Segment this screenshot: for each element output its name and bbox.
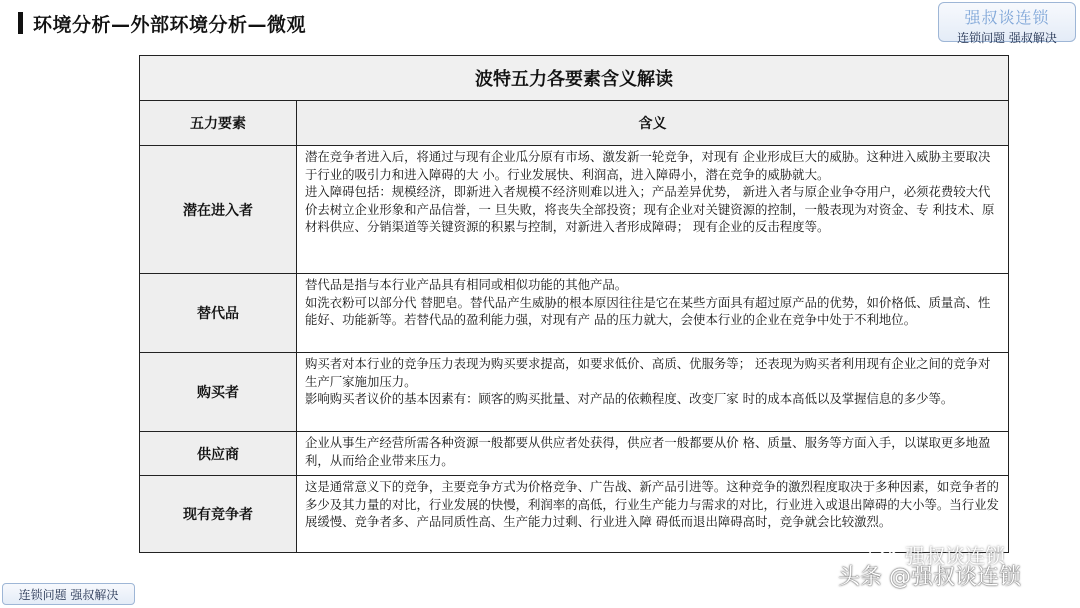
brand-slogan: 连锁问题 强叔解决 [957, 31, 1057, 45]
title-marker [18, 12, 23, 34]
meaning-paragraph: 这是通常意义下的竞争，主要竞争方式为价格竞争、广告战、新产品引进等。这种竞争的激烈程度取决于多种因素，如竞争者的多少及其力量的对比，行业发展的快慢，利润率的高低，行业生产能力与需求的对比，行业进入或退出障碍的大小等。当行业发展缓慢、竞争者多、产品同质性高、生产能力过剩、行业进入障 碍低而退出障碍高时，竞争就会比较激烈。 [305, 479, 999, 529]
table-row [140, 274, 1009, 353]
factor-label: 供应商 [140, 432, 297, 476]
brand-logo-box [938, 2, 1076, 45]
toutiao-watermark: 头条 @强叔谈连锁 [838, 565, 1021, 590]
five-forces-table [139, 55, 1009, 553]
wechat-account-name: 强叔谈连锁 [905, 544, 1005, 568]
factor-label: 现有竞争者 [140, 476, 297, 553]
meaning-text [297, 353, 1009, 432]
meaning-text [297, 476, 1009, 553]
footer-slogan: 连锁问题 强叔解决 [2, 583, 135, 605]
meaning-paragraph: 进入障碍包括：规模经济，即新进入者规模不经济则难以进入；产品差异优势， 新进入者与原企业争夺用户，必须花费较大代价去树立企业形象和产品信誉，一 旦失败，将丧失全部投资；现有企业对关键资源的控制，一般表现为对资金、专 利技术、原材料供应、分销渠道等关键资源的积累与控制，对新进入者形成障碍； 现有企业的反击程度等。 [305, 184, 995, 234]
table-row [140, 476, 1009, 553]
brand-name: 强叔谈连锁 [964, 8, 1050, 27]
meaning-paragraph: 潜在竞争者进入后，将通过与现有企业瓜分原有市场、激发新一轮竞争，对现有 企业形成巨大的威胁。这种进入威胁主要取决于行业的吸引力和进入障碍的大 小。行业发展快、利润高，进入障碍小，潜在竞争的威胁就大。 [305, 149, 991, 182]
table-caption: 波特五力各要素含义解读 [140, 56, 1009, 101]
meaning-text [297, 146, 1009, 274]
table-row [140, 146, 1009, 274]
meaning-paragraph: 影响购买者议价的基本因素有：顾客的购买批量、对产品的依赖程度、改变厂家 时的成本高低以及掌握信息的多少等。 [305, 391, 954, 406]
meaning-paragraph: 如洗衣粉可以部分代 替肥皂。替代品产生威胁的根本原因往往是它在某些方面具有超过原产品的优势，如价格低、质量高、性能好、功能新等。若替代品的盈利能力强，对现有产 品的压力就大，会使本行业的企业在竞争中处于不利地位。 [305, 294, 991, 327]
column-header-meaning: 含义 [297, 101, 1009, 146]
factor-label: 购买者 [140, 353, 297, 432]
factor-label: 替代品 [140, 274, 297, 353]
meaning-text [297, 274, 1009, 353]
page-title: 环境分析—外部环境分析—微观 [33, 13, 307, 36]
factor-label: 潜在进入者 [140, 146, 297, 274]
table-row [140, 353, 1009, 432]
meaning-paragraph: 企业从事生产经营所需各种资源一般都要从供应者处获得，供应者一般都要从价 格、质量、服务等方面入手，以谋取更多地盈利，从而给企业带来压力。 [305, 435, 991, 468]
meaning-paragraph: 购买者对本行业的竞争压力表现为购买要求提高，如要求低价、高质、优服务等； 还表现为购买者利用现有企业之间的竞争对生产厂家施加压力。 [305, 356, 991, 389]
column-header-factor: 五力要素 [140, 101, 297, 146]
table-row [140, 432, 1009, 476]
meaning-paragraph: 替代品是指与本行业产品具有相同或相似功能的其他产品。 [305, 277, 628, 292]
title-bar [18, 10, 306, 36]
meaning-text [297, 432, 1009, 476]
